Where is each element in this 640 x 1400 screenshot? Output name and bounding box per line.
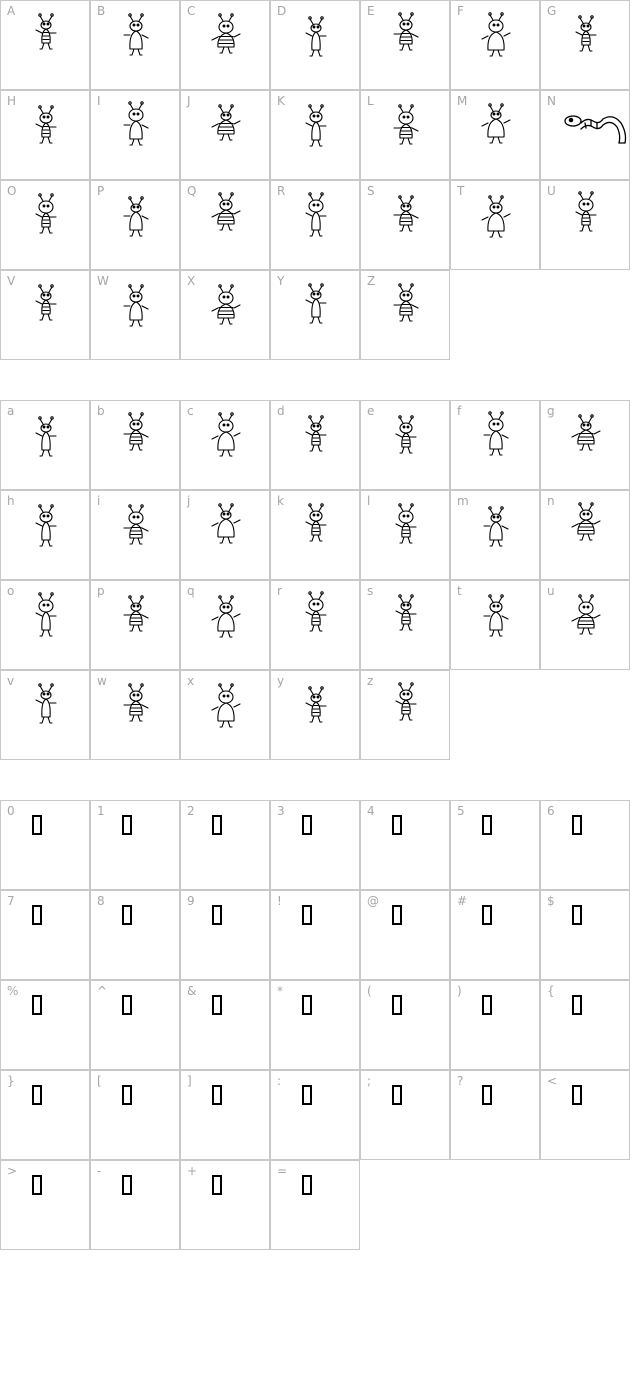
glyph-cell-symbols-2[interactable] xyxy=(180,800,270,890)
glyph-cell-label: W xyxy=(97,274,109,288)
glyph-cell-lower-5[interactable] xyxy=(450,400,540,490)
alien-glyph-o-icon xyxy=(26,593,66,649)
alien-glyph-w-icon xyxy=(116,683,156,739)
glyph-cell-symbols-29[interactable] xyxy=(90,1160,180,1250)
alien-glyph-i-icon xyxy=(116,503,156,559)
glyph-cell-label: ( xyxy=(367,984,372,998)
glyph-cell-label: E xyxy=(367,4,375,18)
glyph-cell-lower-2[interactable] xyxy=(180,400,270,490)
glyph-cell-symbols-7[interactable] xyxy=(0,890,90,980)
glyph-cell-symbols-10[interactable] xyxy=(270,890,360,980)
alien-glyph-p-icon xyxy=(116,593,156,649)
glyph-cell-lower-3[interactable] xyxy=(270,400,360,490)
alien-glyph-r-icon xyxy=(296,593,336,649)
glyph-cell-upper-18[interactable] xyxy=(360,180,450,270)
glyph-cell-lower-8[interactable] xyxy=(90,490,180,580)
glyph-cell-upper-3[interactable] xyxy=(270,0,360,90)
missing-glyph-box-icon xyxy=(392,1085,402,1105)
glyph-cell-label: ) xyxy=(457,984,462,998)
glyph-cell-upper-21[interactable] xyxy=(0,270,90,360)
alien-glyph-y-icon xyxy=(296,283,336,339)
glyph-cell-label: = xyxy=(277,1164,288,1178)
glyph-cell-label: 1 xyxy=(97,804,105,818)
alien-glyph-z-icon xyxy=(386,683,426,739)
alien-glyph-c-icon xyxy=(206,13,246,69)
alien-glyph-r-icon xyxy=(296,193,336,249)
missing-glyph-box-icon xyxy=(122,995,132,1015)
glyph-cell-label: O xyxy=(7,184,17,198)
glyph-cell-symbols-5[interactable] xyxy=(450,800,540,890)
glyph-cell-symbols-20[interactable] xyxy=(540,980,630,1070)
missing-glyph-box-icon xyxy=(122,905,132,925)
glyph-cell-symbols-3[interactable] xyxy=(270,800,360,890)
glyph-cell-lower-25[interactable] xyxy=(360,670,450,760)
glyph-cell-label: u xyxy=(547,584,555,598)
glyph-cell-label: L xyxy=(367,94,374,108)
glyph-cell-symbols-30[interactable] xyxy=(180,1160,270,1250)
alien-glyph-y-icon xyxy=(296,683,336,739)
glyph-cell-label: b xyxy=(97,404,105,418)
glyph-cell-upper-5[interactable] xyxy=(450,0,540,90)
glyph-cell-upper-23[interactable] xyxy=(180,270,270,360)
glyph-cell-lower-6[interactable] xyxy=(540,400,630,490)
lowercase-glyph-grid xyxy=(0,400,640,760)
glyph-cell-lower-11[interactable] xyxy=(360,490,450,580)
glyph-cell-symbols-14[interactable] xyxy=(0,980,90,1070)
glyph-cell-upper-19[interactable] xyxy=(450,180,540,270)
glyph-cell-lower-16[interactable] xyxy=(180,580,270,670)
glyph-cell-symbols-16[interactable] xyxy=(180,980,270,1070)
glyph-cell-label: : xyxy=(277,1074,282,1088)
missing-glyph-box-icon xyxy=(122,815,132,835)
glyph-cell-label: ? xyxy=(457,1074,464,1088)
glyph-cell-label: J xyxy=(187,94,191,108)
glyph-cell-label: % xyxy=(7,984,19,998)
missing-glyph-box-icon xyxy=(32,815,42,835)
glyph-cell-label: e xyxy=(367,404,375,418)
glyph-cell-symbols-28[interactable] xyxy=(0,1160,90,1250)
alien-glyph-j-icon xyxy=(206,503,246,559)
glyph-cell-symbols-4[interactable] xyxy=(360,800,450,890)
missing-glyph-box-icon xyxy=(302,815,312,835)
glyph-cell-lower-14[interactable] xyxy=(0,580,90,670)
alien-glyph-e-icon xyxy=(386,13,426,69)
alien-glyph-f-icon xyxy=(476,13,516,69)
alien-glyph-a-icon xyxy=(26,13,66,69)
glyph-cell-symbols-27[interactable] xyxy=(540,1070,630,1160)
alien-glyph-b-icon xyxy=(116,413,156,469)
glyph-cell-label: $ xyxy=(547,894,555,908)
glyph-cell-upper-7[interactable] xyxy=(0,90,90,180)
glyph-cell-label: S xyxy=(367,184,375,198)
glyph-cell-symbols-6[interactable] xyxy=(540,800,630,890)
missing-glyph-box-icon xyxy=(32,905,42,925)
glyph-cell-label: i xyxy=(97,494,101,508)
glyph-cell-symbols-0[interactable] xyxy=(0,800,90,890)
glyph-cell-upper-15[interactable] xyxy=(90,180,180,270)
missing-glyph-box-icon xyxy=(32,1175,42,1195)
glyph-cell-label: p xyxy=(97,584,105,598)
glyph-cell-lower-1[interactable] xyxy=(90,400,180,490)
missing-glyph-box-icon xyxy=(302,1085,312,1105)
glyph-cell-label: ] xyxy=(187,1074,192,1088)
alien-glyph-n-icon xyxy=(566,503,606,559)
glyph-cell-upper-2[interactable] xyxy=(180,0,270,90)
glyph-cell-label: m xyxy=(457,494,469,508)
alien-glyph-m-icon xyxy=(476,503,516,559)
missing-glyph-box-icon xyxy=(32,1085,42,1105)
glyph-cell-upper-9[interactable] xyxy=(180,90,270,180)
alien-glyph-o-icon xyxy=(26,193,66,249)
alien-glyph-w-icon xyxy=(116,283,156,339)
alien-glyph-t-icon xyxy=(476,193,516,249)
glyph-cell-label: l xyxy=(367,494,371,508)
missing-glyph-box-icon xyxy=(212,815,222,835)
alien-glyph-d-icon xyxy=(296,13,336,69)
glyph-cell-lower-4[interactable] xyxy=(360,400,450,490)
alien-glyph-j-icon xyxy=(206,103,246,159)
alien-glyph-b-icon xyxy=(116,13,156,69)
glyph-cell-label: v xyxy=(7,674,15,688)
glyph-cell-lower-19[interactable] xyxy=(450,580,540,670)
alien-glyph-f-icon xyxy=(476,413,516,469)
glyph-cell-label: d xyxy=(277,404,285,418)
glyph-cell-label: > xyxy=(7,1164,18,1178)
missing-glyph-box-icon xyxy=(392,905,402,925)
glyph-cell-symbols-11[interactable] xyxy=(360,890,450,980)
alien-glyph-g-icon xyxy=(566,413,606,469)
glyph-cell-symbols-22[interactable] xyxy=(90,1070,180,1160)
glyph-cell-label: c xyxy=(187,404,194,418)
glyph-cell-lower-18[interactable] xyxy=(360,580,450,670)
glyph-cell-label: K xyxy=(277,94,285,108)
glyph-cell-upper-16[interactable] xyxy=(180,180,270,270)
alien-glyph-q-icon xyxy=(206,193,246,249)
symbol-glyph-section xyxy=(0,800,640,1250)
glyph-cell-label: 3 xyxy=(277,804,285,818)
missing-glyph-box-icon xyxy=(302,1175,312,1195)
glyph-cell-label: ! xyxy=(277,894,282,908)
glyph-cell-label: w xyxy=(97,674,107,688)
uppercase-glyph-grid xyxy=(0,0,640,360)
glyph-cell-lower-24[interactable] xyxy=(270,670,360,760)
glyph-cell-symbols-31[interactable] xyxy=(270,1160,360,1250)
missing-glyph-box-icon xyxy=(392,995,402,1015)
glyph-cell-lower-13[interactable] xyxy=(540,490,630,580)
glyph-cell-label: 7 xyxy=(7,894,15,908)
glyph-cell-label: k xyxy=(277,494,284,508)
missing-glyph-box-icon xyxy=(122,1085,132,1105)
glyph-cell-upper-22[interactable] xyxy=(90,270,180,360)
alien-glyph-x-icon xyxy=(206,283,246,339)
missing-glyph-box-icon xyxy=(482,995,492,1015)
glyph-cell-label: a xyxy=(7,404,15,418)
glyph-cell-upper-4[interactable] xyxy=(360,0,450,90)
glyph-cell-symbols-13[interactable] xyxy=(540,890,630,980)
glyph-cell-label: F xyxy=(457,4,464,18)
glyph-cell-upper-0[interactable] xyxy=(0,0,90,90)
glyph-cell-label: [ xyxy=(97,1074,102,1088)
glyph-cell-label: H xyxy=(7,94,17,108)
glyph-cell-label: < xyxy=(547,1074,558,1088)
missing-glyph-box-icon xyxy=(302,995,312,1015)
missing-glyph-box-icon xyxy=(572,1085,582,1105)
alien-glyph-l-icon xyxy=(386,503,426,559)
alien-glyph-t-icon xyxy=(476,593,516,649)
glyph-cell-label: B xyxy=(97,4,106,18)
missing-glyph-box-icon xyxy=(482,905,492,925)
symbol-glyph-grid xyxy=(0,800,640,1250)
glyph-cell-label: & xyxy=(187,984,197,998)
alien-glyph-v-icon xyxy=(26,683,66,739)
glyph-cell-symbols-12[interactable] xyxy=(450,890,540,980)
alien-glyph-d-icon xyxy=(296,413,336,469)
glyph-cell-label: f xyxy=(457,404,462,418)
alien-glyph-v-icon xyxy=(26,283,66,339)
glyph-cell-label: s xyxy=(367,584,374,598)
missing-glyph-box-icon xyxy=(572,815,582,835)
alien-glyph-x-icon xyxy=(206,683,246,739)
glyph-cell-label: X xyxy=(187,274,196,288)
missing-glyph-box-icon xyxy=(32,995,42,1015)
alien-glyph-c-icon xyxy=(206,413,246,469)
glyph-cell-label: + xyxy=(187,1164,198,1178)
glyph-cell-label: # xyxy=(457,894,468,908)
glyph-cell-symbols-9[interactable] xyxy=(180,890,270,980)
glyph-cell-upper-14[interactable] xyxy=(0,180,90,270)
glyph-cell-label: V xyxy=(7,274,16,288)
glyph-cell-label: Y xyxy=(277,274,285,288)
glyph-cell-label: 9 xyxy=(187,894,195,908)
alien-glyph-h-icon xyxy=(26,503,66,559)
glyph-cell-upper-25[interactable] xyxy=(360,270,450,360)
glyph-cell-label: N xyxy=(547,94,556,108)
glyph-cell-symbols-17[interactable] xyxy=(270,980,360,1070)
alien-glyph-a-icon xyxy=(26,413,66,469)
missing-glyph-box-icon xyxy=(482,815,492,835)
glyph-cell-upper-13[interactable] xyxy=(540,90,630,180)
glyph-cell-lower-23[interactable] xyxy=(180,670,270,760)
glyph-cell-label: o xyxy=(7,584,15,598)
glyph-cell-lower-10[interactable] xyxy=(270,490,360,580)
glyph-cell-label: q xyxy=(187,584,195,598)
glyph-cell-symbols-18[interactable] xyxy=(360,980,450,1070)
glyph-cell-lower-9[interactable] xyxy=(180,490,270,580)
glyph-cell-label: 6 xyxy=(547,804,555,818)
alien-glyph-h-icon xyxy=(26,103,66,159)
alien-glyph-k-icon xyxy=(296,103,336,159)
alien-glyph-i-icon xyxy=(116,103,156,159)
alien-glyph-m-icon xyxy=(476,103,516,159)
glyph-cell-symbols-1[interactable] xyxy=(90,800,180,890)
alien-glyph-s-icon xyxy=(386,593,426,649)
glyph-cell-label: ^ xyxy=(97,984,108,998)
missing-glyph-box-icon xyxy=(572,995,582,1015)
glyph-cell-label: n xyxy=(547,494,555,508)
glyph-cell-upper-1[interactable] xyxy=(90,0,180,90)
glyph-cell-symbols-23[interactable] xyxy=(180,1070,270,1160)
glyph-cell-label: R xyxy=(277,184,286,198)
missing-glyph-box-icon xyxy=(212,1175,222,1195)
glyph-cell-label: 8 xyxy=(97,894,105,908)
glyph-cell-label: j xyxy=(187,494,191,508)
glyph-cell-lower-22[interactable] xyxy=(90,670,180,760)
glyph-cell-label: C xyxy=(187,4,196,18)
glyph-cell-symbols-21[interactable] xyxy=(0,1070,90,1160)
missing-glyph-box-icon xyxy=(212,995,222,1015)
glyph-cell-symbols-15[interactable] xyxy=(90,980,180,1070)
alien-glyph-u-icon xyxy=(566,193,606,249)
glyph-cell-symbols-8[interactable] xyxy=(90,890,180,980)
glyph-cell-label: z xyxy=(367,674,374,688)
glyph-cell-label: @ xyxy=(367,894,379,908)
glyph-cell-label: Q xyxy=(187,184,197,198)
lowercase-glyph-section xyxy=(0,400,640,760)
glyph-cell-lower-15[interactable] xyxy=(90,580,180,670)
glyph-cell-upper-12[interactable] xyxy=(450,90,540,180)
glyph-cell-upper-10[interactable] xyxy=(270,90,360,180)
glyph-cell-label: G xyxy=(547,4,557,18)
missing-glyph-box-icon xyxy=(302,905,312,925)
glyph-cell-label: A xyxy=(7,4,16,18)
alien-glyph-g-icon xyxy=(566,13,606,69)
glyph-cell-label: h xyxy=(7,494,15,508)
alien-glyph-u-icon xyxy=(566,593,606,649)
glyph-cell-label: { xyxy=(547,984,555,998)
glyph-cell-label: 4 xyxy=(367,804,375,818)
glyph-cell-label: U xyxy=(547,184,556,198)
glyph-cell-upper-24[interactable] xyxy=(270,270,360,360)
glyph-cell-symbols-25[interactable] xyxy=(360,1070,450,1160)
glyph-cell-label: x xyxy=(187,674,195,688)
glyph-cell-label: Z xyxy=(367,274,376,288)
glyph-cell-label: t xyxy=(457,584,462,598)
missing-glyph-box-icon xyxy=(392,815,402,835)
missing-glyph-box-icon xyxy=(482,1085,492,1105)
glyph-cell-label: D xyxy=(277,4,287,18)
glyph-cell-label: 2 xyxy=(187,804,195,818)
glyph-cell-label: P xyxy=(97,184,105,198)
alien-glyph-e-icon xyxy=(386,413,426,469)
missing-glyph-box-icon xyxy=(572,905,582,925)
missing-glyph-box-icon xyxy=(212,1085,222,1105)
glyph-cell-lower-17[interactable] xyxy=(270,580,360,670)
alien-glyph-p-icon xyxy=(116,193,156,249)
alien-glyph-q-icon xyxy=(206,593,246,649)
glyph-cell-upper-6[interactable] xyxy=(540,0,630,90)
glyph-cell-lower-12[interactable] xyxy=(450,490,540,580)
glyph-cell-lower-20[interactable] xyxy=(540,580,630,670)
glyph-cell-label: y xyxy=(277,674,285,688)
glyph-cell-symbols-26[interactable] xyxy=(450,1070,540,1160)
glyph-cell-upper-20[interactable] xyxy=(540,180,630,270)
glyph-cell-label: M xyxy=(457,94,468,108)
glyph-cell-lower-7[interactable] xyxy=(0,490,90,580)
glyph-cell-label: r xyxy=(277,584,282,598)
glyph-cell-label: g xyxy=(547,404,555,418)
glyph-cell-label: I xyxy=(97,94,101,108)
missing-glyph-box-icon xyxy=(212,905,222,925)
alien-glyph-n-icon xyxy=(563,103,629,159)
glyph-cell-label: - xyxy=(97,1164,102,1178)
glyph-cell-symbols-19[interactable] xyxy=(450,980,540,1070)
glyph-cell-symbols-24[interactable] xyxy=(270,1070,360,1160)
missing-glyph-box-icon xyxy=(122,1175,132,1195)
glyph-cell-lower-0[interactable] xyxy=(0,400,90,490)
glyph-cell-upper-8[interactable] xyxy=(90,90,180,180)
alien-glyph-l-icon xyxy=(386,103,426,159)
glyph-cell-label: 0 xyxy=(7,804,15,818)
glyph-cell-lower-21[interactable] xyxy=(0,670,90,760)
uppercase-glyph-section xyxy=(0,0,640,360)
glyph-cell-label: T xyxy=(457,184,465,198)
glyph-cell-label: ; xyxy=(367,1074,372,1088)
alien-glyph-s-icon xyxy=(386,193,426,249)
glyph-cell-label: 5 xyxy=(457,804,465,818)
glyph-cell-label: } xyxy=(7,1074,15,1088)
glyph-cell-upper-11[interactable] xyxy=(360,90,450,180)
glyph-cell-upper-17[interactable] xyxy=(270,180,360,270)
alien-glyph-k-icon xyxy=(296,503,336,559)
glyph-cell-label: * xyxy=(277,984,283,998)
alien-glyph-z-icon xyxy=(386,283,426,339)
